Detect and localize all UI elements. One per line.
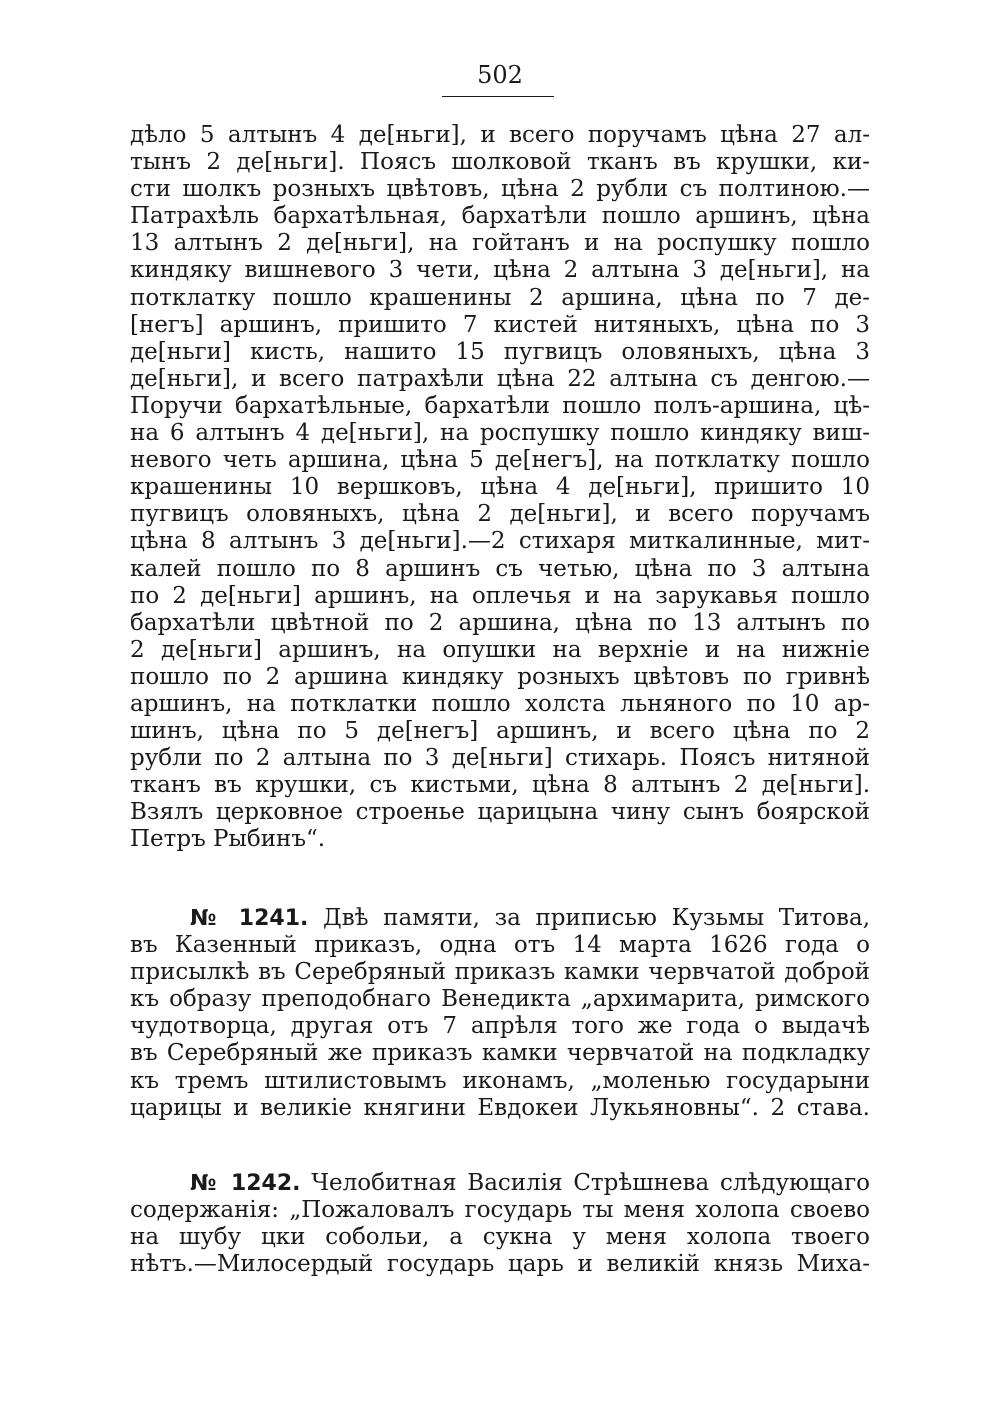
text-line: крашенины 10 вершковъ, цѣна 4 де[ньги], пришито 10 <box>130 474 870 501</box>
text-line: киндяку вишневого 3 чети, цѣна 2 алтына 3 де[ньги], на <box>130 257 870 284</box>
text-line: сти шолкъ розныхъ цвѣтовъ, цѣна 2 рубли съ полтиною.— <box>130 176 870 203</box>
text-line: содержанія: „Пожаловалъ государь ты меня холопа своево <box>130 1197 870 1224</box>
text-line: Поручи бархатѣльные, бархатѣли пошло полъ-аршина, цѣ- <box>130 392 870 419</box>
text-line: присылкѣ въ Серебряный приказъ камки червчатой доброй <box>130 959 870 986</box>
text-line: по 2 де[ньги] аршинъ, на оплечья и на зарукавья пошло <box>130 582 870 609</box>
text-line: въ Казенный приказъ, одна отъ 14 марта 1626 года о <box>130 932 870 959</box>
section-1-text <box>130 122 870 854</box>
text-line: къ образу преподобнаго Венедикта „архимарита, римского <box>130 986 870 1013</box>
entry-number-label: № 1242. <box>190 1171 301 1196</box>
text-line: въ Серебряный же приказъ камки червчатой на подкладку <box>130 1040 870 1067</box>
text-line: Патрахѣль бархатѣльная, бархатѣли пошло аршинъ, цѣна <box>130 203 870 230</box>
text-line: пугвицъ оловяныхъ, цѣна 2 де[ньги], и всего поручамъ <box>130 501 870 528</box>
text-line: цѣна 8 алтынъ 3 де[ньги].—2 стихаря миткалинные, мит- <box>130 528 870 555</box>
page-number-rule <box>442 96 554 97</box>
text-line: 2 де[ньги] аршинъ, на опушки на верхніе и на нижніе <box>130 636 870 663</box>
text-line: 13 алтынъ 2 де[ньги], на гойтанъ и на роспушку пошло <box>130 230 870 257</box>
text-line: пошло по 2 аршина киндяку розныхъ цвѣтовъ по гривнѣ <box>130 663 870 690</box>
text-line: нѣтъ.—Милосердый государь царь и великій князь Миха- <box>130 1251 870 1278</box>
text-line: на 6 алтынъ 4 де[ньги], на роспушку пошло киндяку виш- <box>130 420 870 447</box>
entry-first-line <box>130 1170 870 1197</box>
entry-1242 <box>130 1170 870 1278</box>
text-line: на шубу цки собольи, а сукна у меня холопа твоего <box>130 1224 870 1251</box>
text-line: тынъ 2 де[ньги]. Поясъ шолковой тканъ въ крушки, ки- <box>130 149 870 176</box>
text-line: тканъ въ крушки, съ кистьми, цѣна 8 алтынъ 2 де[ньги]. <box>130 772 870 799</box>
text-line: Взялъ церковное строенье царицына чину сынъ боярской <box>130 799 870 826</box>
text-line: невого четь аршина, цѣна 5 де[негъ], на потклатку пошло <box>130 447 870 474</box>
text-line: аршинъ, на потклатки пошло холста льняного по 10 ар- <box>130 690 870 717</box>
text-line: царицы и великіе княгини Евдокеи Лукьяновны“. 2 става. <box>130 1094 870 1121</box>
text-line: потклатку пошло крашенины 2 аршина, цѣна по 7 де- <box>130 284 870 311</box>
text-line: де[ньги], и всего патрахѣли цѣна 22 алтына съ денгою.— <box>130 365 870 392</box>
page-number: 502 <box>477 61 523 89</box>
entry-first-line-text: Челобитная Василія Стрѣшнева слѣдующаго <box>311 1170 870 1196</box>
entry-1241 <box>130 905 870 1122</box>
entry-number-label: № 1241. <box>190 906 309 931</box>
entry-first-line-text: Двѣ памяти, за приписью Кузьмы Титова, <box>323 905 870 931</box>
text-line: Петръ Рыбинъ“. <box>130 826 326 853</box>
text-line: чудотворца, другая отъ 7 апрѣля того же года о выдачѣ <box>130 1013 870 1040</box>
text-line: калей пошло по 8 аршинъ съ четью, цѣна по 3 алтына <box>130 555 870 582</box>
entry-first-line <box>130 905 870 932</box>
text-line: бархатѣли цвѣтной по 2 аршина, цѣна по 13 алтынъ по <box>130 609 870 636</box>
text-line: [негъ] аршинъ, пришито 7 кистей нитяныхъ, цѣна по 3 <box>130 311 870 338</box>
text-line: шинъ, цѣна по 5 де[негъ] аршинъ, и всего цѣна по 2 <box>130 718 870 745</box>
text-line: дѣло 5 алтынъ 4 де[ньги], и всего поручамъ цѣна 27 ал- <box>130 122 870 148</box>
text-line: де[ньги] кисть, нашито 15 пугвицъ оловяныхъ, цѣна 3 <box>130 338 870 365</box>
text-line: рубли по 2 алтына по 3 де[ньги] стихарь. Поясъ нитяной <box>130 745 870 772</box>
text-line: къ тремъ штилистовымъ иконамъ, „моленью государыни <box>130 1067 870 1094</box>
